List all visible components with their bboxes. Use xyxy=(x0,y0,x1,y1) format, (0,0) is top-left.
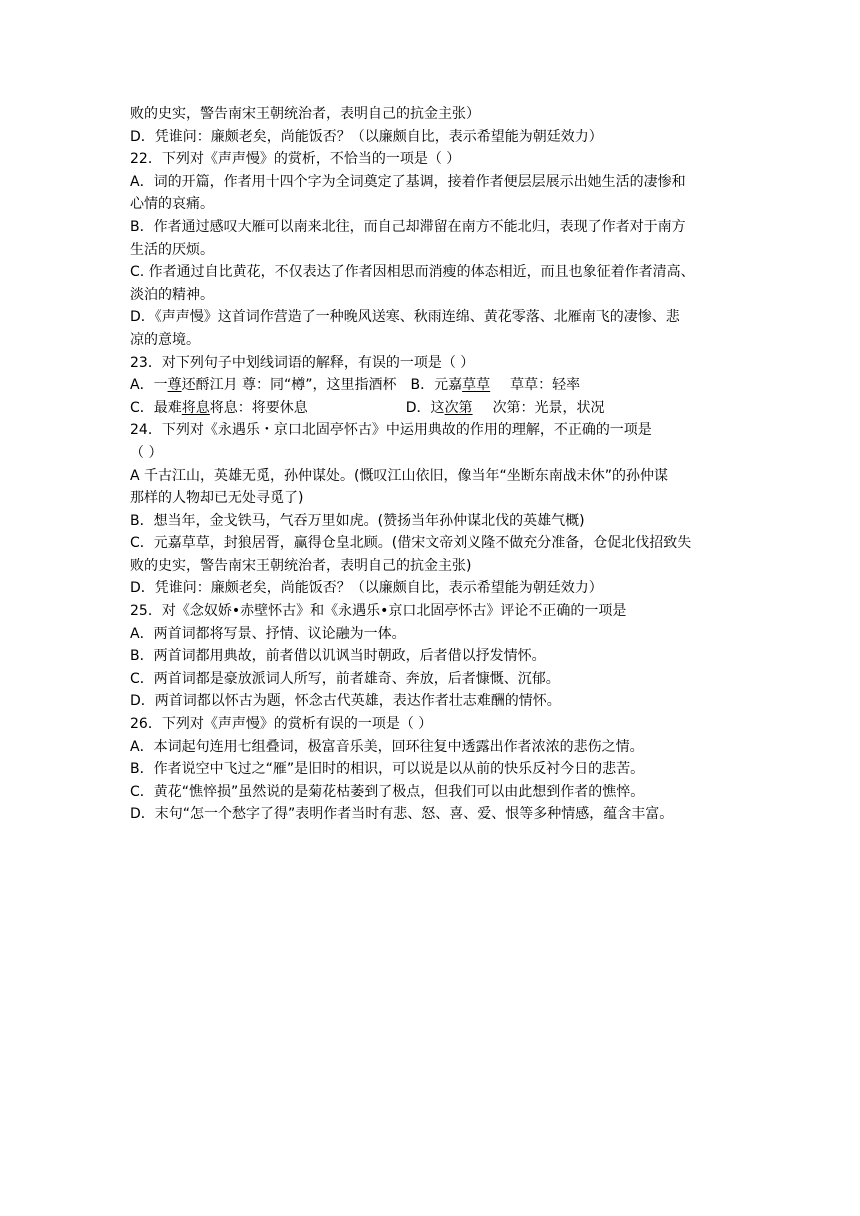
text-line: 心情的哀痛。 xyxy=(130,196,214,213)
question-24-stem: 24．下列对《永遇乐・京口北固亭怀古》中运用典故的作用的理解，不正确的一项是 xyxy=(130,422,652,439)
question-23-options-cd xyxy=(130,397,745,420)
question-26-stem: 26．下列对《声声慢》的赏析有误的一项是（ ） xyxy=(130,716,433,733)
question-text xyxy=(130,103,745,826)
option-c-prefix: C．最难 xyxy=(130,399,182,416)
answer-blank: （ ） xyxy=(130,444,163,461)
text-line: 凉的意境。 xyxy=(130,331,200,348)
text-line: 生活的厌烦。 xyxy=(130,241,214,258)
option-c-text: 将息：将要休息 xyxy=(209,399,308,416)
option-b-underlined-word: 草草 xyxy=(462,377,491,394)
text-line: C. 作者通过自比黄花，不仅表达了作者因相思而消瘦的体态相近，而且也象征着作者清高、 xyxy=(130,264,695,281)
option-a-prefix: A．一 xyxy=(130,377,168,394)
option-d-underlined-word: 次第 xyxy=(444,399,473,416)
text-line: D．末句“怎一个愁字了得”表明作者当时有悲、怒、喜、爱、恨等多种情感，蕴含丰富。 xyxy=(130,806,674,823)
text-line: C．两首词都是豪放派词人所写，前者雄奇、奔放，后者慷慨、沉郁。 xyxy=(130,670,560,687)
question-23-stem: 23．对下列句子中划线词语的解释，有误的一项是（ ） xyxy=(130,354,475,371)
text-line: 败的史实，警告南宋王朝统治者，表明自己的抗金主张) xyxy=(130,557,472,574)
text-line: 败的史实，警告南宋王朝统治者，表明自己的抗金主张） xyxy=(130,106,480,122)
text-line: A．本词起句连用七组叠词，极富音乐美，回环往复中透露出作者浓浓的悲伤之情。 xyxy=(130,738,644,755)
text-line: C．元嘉草草，封狼居胥，赢得仓皇北顾。(借宋文帝刘义隆不做充分准备，仓促北伐招致失 xyxy=(130,535,692,552)
question-23-options-ab xyxy=(130,374,745,397)
text-line: B．想当年，金戈铁马，气吞万里如虎。(赞扬当年孙仲谋北伐的英雄气概) xyxy=(130,512,585,529)
option-b-prefix: B．元嘉 xyxy=(410,377,463,394)
option-d-prefix: D．这 xyxy=(405,399,445,416)
text-line: C．黄花“憔悴损”虽然说的是菊花枯萎到了极点，但我们可以由此想到作者的憔悴。 xyxy=(130,783,645,800)
text-line: A 千古江山，英雄无觅，孙仲谋处。(慨叹江山依旧，像当年“坐断东南战未休”的孙仲谋 xyxy=(130,467,668,484)
option-a-underlined-word: 尊 xyxy=(167,377,182,394)
text-line: A．词的开篇，作者用十四个字为全词奠定了基调，接着作者便层层展示出她生活的凄惨和 xyxy=(130,173,686,190)
text-line: D．《声声慢》这首词作营造了一种晚风送寒、秋雨连绵、黄花零落、北雁南飞的凄惨、悲 xyxy=(130,309,680,326)
text-line: A．两首词都将写景、抒情、议论融为一体。 xyxy=(130,625,406,642)
text-line: B．作者通过感叹大雁可以南来北往，而自己却滞留在南方不能北归，表现了作者对于南方 xyxy=(130,218,686,235)
text-line: 淡泊的精神。 xyxy=(130,286,214,303)
option-c-underlined-word: 将息 xyxy=(181,399,210,416)
question-25-stem: 25．对《念奴娇•赤壁怀古》和《永遇乐•京口北固亭怀古》评论不正确的一项是 xyxy=(130,603,627,620)
option-b-text: 草草：轻率 xyxy=(510,377,581,394)
text-line: B．两首词都用典故，前者借以讥讽当时朝政，后者借以抒发情怀。 xyxy=(130,648,546,665)
text-line: D．凭谁问：廉颇老矣，尚能饭否？（以廉颇自比，表示希望能为朝廷效力） xyxy=(130,128,603,145)
option-a-text: 还酹江月 尊：同“樽”，这里指酒杯 xyxy=(181,377,397,394)
text-line: B．作者说空中飞过之“雁”是旧时的相识，可以说是以从前的快乐反衬今日的悲苦。 xyxy=(130,761,645,778)
text-line: D．两首词都以怀古为题，怀念古代英雄，表达作者壮志难酬的情怀。 xyxy=(130,693,561,710)
option-d-text: 次第：光景，状况 xyxy=(492,399,605,416)
text-line: 那样的人物却已无处寻觅了) xyxy=(130,490,304,507)
question-22-stem: 22．下列对《声声慢》的赏析，不恰当的一项是（ ） xyxy=(130,151,461,168)
text-line: D．凭谁问：廉颇老矣，尚能饭否？（以廉颇自比，表示希望能为朝廷效力） xyxy=(130,580,603,597)
